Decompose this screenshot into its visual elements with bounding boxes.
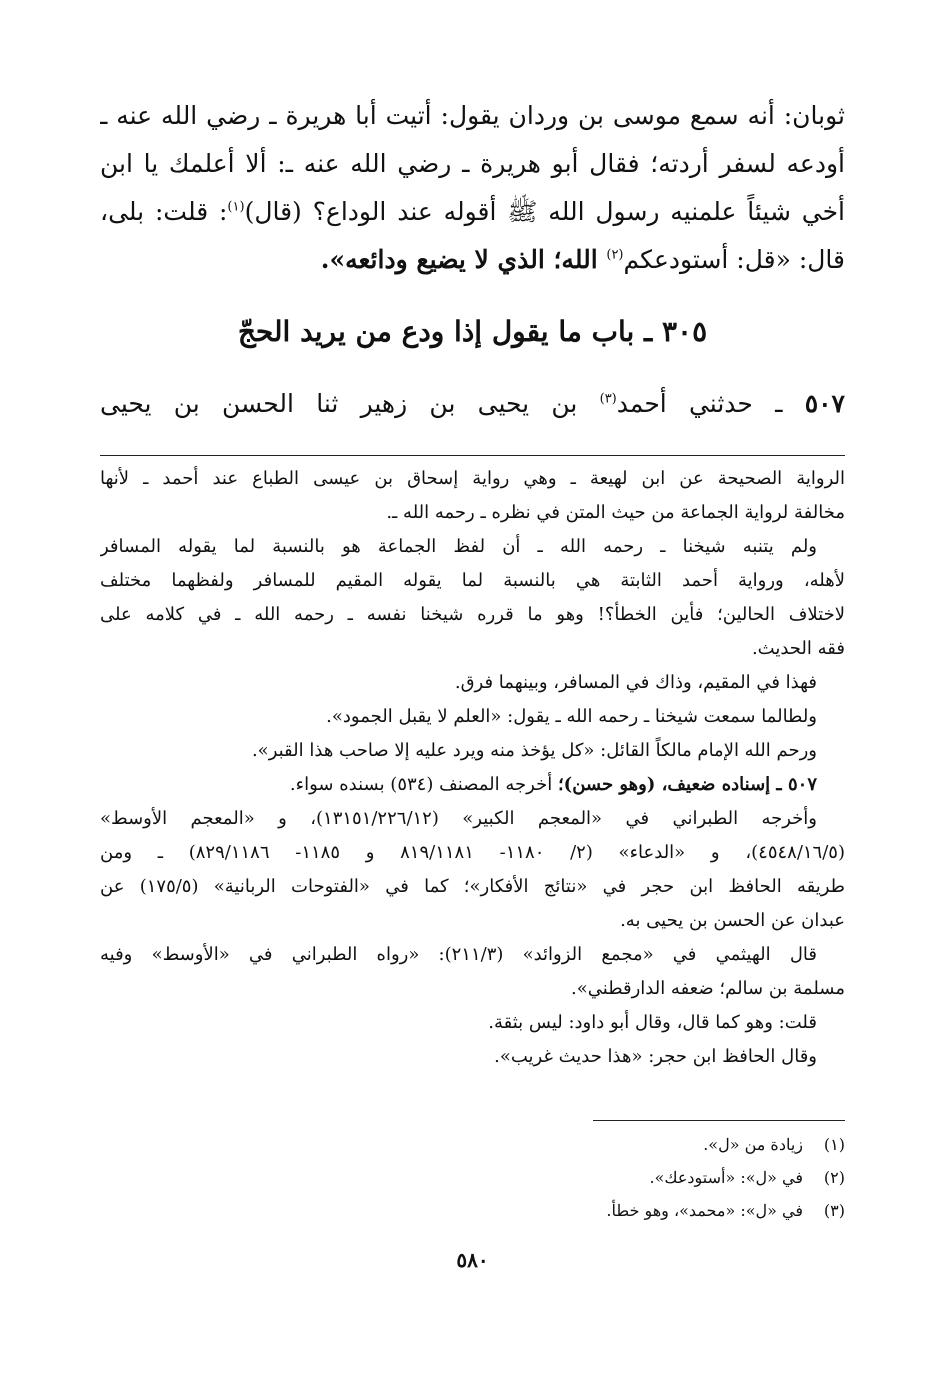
page-number: ٥٨٠ xyxy=(456,1248,489,1272)
commentary-line: الرواية الصحيحة عن ابن لهيعة ـ وهي رواية إسحاق بن عيسى الطباع عند أحمد ـ لأنها xyxy=(100,468,845,489)
main-text-line xyxy=(100,236,845,284)
main-text-line: أودعه لسفر أردته؛ فقال أبو هريرة ـ رضي الله عنه ـ: ألا أعلمك يا ابن xyxy=(100,149,845,178)
chapter-heading: ٣٠٥ ـ باب ما يقول إذا ودع من يريد الحجّ xyxy=(237,315,708,348)
hadith-text: بن يحيى بن زهير ثنا الحسن بن يحيى xyxy=(100,389,600,418)
commentary-line: طريقه الحافظ ابن حجر في «نتائج الأفكار»؛ كما في «الفتوحات الربانية» (١٧٥/٥) عن xyxy=(100,876,845,897)
main-text-segment: أخي شيئاً علمنيه رسول الله ﷺ أقوله عند الوداع؟ (قال) xyxy=(244,197,845,226)
footnote xyxy=(100,1128,845,1161)
main-text-segment: قال: «قل: أستودعكم xyxy=(623,245,845,274)
commentary-text: أخرجه المصنف (٥٣٤) بسنده سواء. xyxy=(289,774,558,795)
commentary-line: ورحم الله الإمام مالكاً القائل: «كل يؤخذ منه ويرد عليه إلا صاحب هذا القبر». xyxy=(251,740,817,761)
commentary-line: ولطالما سمعت شيخنا ـ رحمه الله ـ يقول: «العلم لا يقبل الجمود». xyxy=(326,706,817,727)
commentary-line: وأخرجه الطبراني في «المعجم الكبير» (١٣١٥١/٢٢٦/١٢)، و «المعجم الأوسط» xyxy=(100,808,817,829)
commentary-line: مخالفة لرواية الجماعة من حيث المتن في نظره ـ رحمه الله ـ. xyxy=(386,502,845,523)
footnote xyxy=(100,1161,845,1194)
footnote-ref: (٣) xyxy=(599,391,617,407)
separator-rule xyxy=(100,455,845,456)
footnote-text: زيادة من «ل». xyxy=(703,1135,803,1154)
footnote-separator xyxy=(593,1120,845,1121)
commentary-line: ولم يتنبه شيخنا ـ رحمه الله ـ أن لفظ الجماعة هو بالنسبة لما يقوله المسافر xyxy=(100,536,817,557)
hadith-text: ـ حدثني أحمد xyxy=(616,389,805,418)
footnote-number: (٣) xyxy=(823,1201,845,1220)
commentary-line xyxy=(100,768,845,802)
commentary-line: لاختلاف الحالين؛ فأين الخطأ؟! وهو ما قرره شيخنا نفسه ـ رحمه الله ـ في كلامه على xyxy=(100,604,845,625)
commentary-line: مسلمة بن سالم؛ ضعفه الدارقطني». xyxy=(571,978,845,999)
footnote-ref: (٢) xyxy=(606,247,624,263)
footnotes xyxy=(100,1128,845,1227)
hadith-line xyxy=(100,380,845,428)
footnote-ref: (١) xyxy=(227,199,245,215)
commentary-line: لأهله، ورواية أحمد الثابتة هي بالنسبة لما يقوله المقيم للمسافر ولفظهما مختلف xyxy=(100,570,845,591)
commentary-line: وقال الحافظ ابن حجر: «هذا حديث غريب». xyxy=(494,1046,817,1067)
main-text-segment: الله؛ الذي لا يضيع ودائعه». xyxy=(320,245,607,274)
main-text-line xyxy=(100,188,845,236)
commentary-line: فهذا في المقيم، وذاك في المسافر، وبينهما فرق. xyxy=(454,672,817,693)
commentary-line: (٤٥٤٨/١٦/٥)، و «الدعاء» (٢/ ١١٨٠- ٨١٩/١١٨١ و ١١٨٥- ٨٢٩/١١٨٦) ـ ومن xyxy=(100,842,845,863)
commentary-line: قلت: وهو كما قال، وقال أبو داود: ليس بثقة. xyxy=(488,1012,817,1033)
commentary-bold: ٥٠٧ ـ إسناده ضعيف، (وهو حسن)؛ xyxy=(557,774,817,795)
commentary-line: قال الهيثمي في «مجمع الزوائد» (٢١١/٣): «رواه الطبراني في «الأوسط» وفيه xyxy=(100,944,817,965)
hadith-number: ٥٠٧ xyxy=(804,389,845,418)
commentary-line: فقه الحديث. xyxy=(751,638,845,659)
footnote-number: (٢) xyxy=(823,1168,845,1187)
footnote-text: في «ل»: «محمد»، وهو خطأ. xyxy=(606,1201,803,1220)
book-page xyxy=(100,0,845,1374)
main-text-line: ثوبان: أنه سمع موسى بن وردان يقول: أتيت أبا هريرة ـ رضي الله عنه ـ xyxy=(100,101,845,130)
footnote xyxy=(100,1194,845,1227)
commentary-block xyxy=(100,462,845,1074)
commentary-line: عبدان عن الحسن بن يحيى به. xyxy=(620,910,845,931)
main-text-segment: : قلت: بلى، xyxy=(100,197,228,226)
footnote-number: (١) xyxy=(823,1135,845,1154)
footnote-text: في «ل»: «أستودعك». xyxy=(649,1168,803,1187)
